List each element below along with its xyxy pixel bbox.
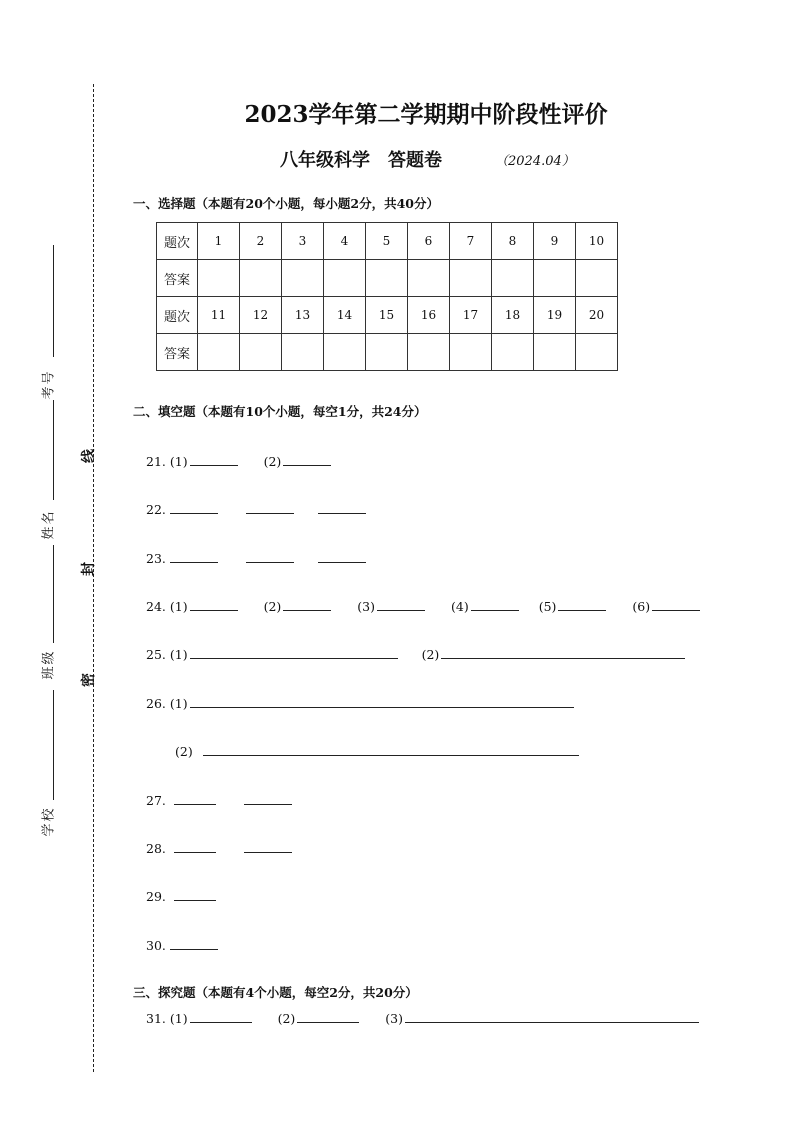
row-label-answer: 答案	[157, 260, 198, 297]
question-number: 19	[534, 297, 576, 334]
part-label: (1)	[169, 454, 188, 469]
school-rule	[53, 690, 54, 800]
question-number: 7	[450, 223, 492, 260]
answer-blank[interactable]	[190, 645, 398, 659]
question-number: 1	[198, 223, 240, 260]
answer-blank[interactable]	[190, 452, 238, 466]
question-number: 11	[198, 297, 240, 334]
answer-blank[interactable]	[471, 597, 519, 611]
table-row	[157, 297, 618, 334]
answer-blank[interactable]	[246, 549, 294, 563]
answer-cell[interactable]	[576, 260, 618, 297]
part-label: (6)	[632, 599, 651, 614]
part-label: (3)	[357, 599, 375, 614]
section1-heading: 一、选择题（本题有20个小题，每小题2分，共40分）	[133, 196, 439, 211]
answer-blank[interactable]	[283, 597, 331, 611]
part-label: (2)	[175, 744, 193, 759]
question-31	[146, 1009, 699, 1026]
answer-blank[interactable]	[170, 549, 218, 563]
question-25	[146, 645, 685, 662]
question-number: 16	[408, 297, 450, 334]
table-row	[157, 223, 618, 260]
answer-blank[interactable]	[203, 742, 579, 756]
answer-cell[interactable]	[324, 334, 366, 371]
row-label-question: 题次	[157, 297, 198, 334]
question-number: 12	[240, 297, 282, 334]
seal-char-line: 线	[81, 449, 97, 463]
answer-blank[interactable]	[283, 452, 331, 466]
table-row	[157, 260, 618, 297]
part-label: (1)	[169, 1011, 188, 1026]
answer-blank[interactable]	[190, 597, 238, 611]
question-30	[146, 936, 218, 953]
answer-blank[interactable]	[174, 887, 216, 901]
part-label: (5)	[538, 599, 557, 614]
answer-blank[interactable]	[170, 500, 218, 514]
question-number: 2	[240, 223, 282, 260]
question-number: 25.	[146, 647, 166, 662]
question-number: 21.	[146, 454, 166, 469]
question-number: 23.	[146, 551, 166, 566]
answer-cell[interactable]	[534, 260, 576, 297]
question-24	[146, 597, 700, 614]
school-label: 学校	[41, 806, 57, 837]
answer-cell[interactable]	[450, 334, 492, 371]
answer-blank[interactable]	[244, 791, 292, 805]
answer-blank[interactable]	[318, 549, 366, 563]
table-row	[157, 334, 618, 371]
question-number: 8	[492, 223, 534, 260]
question-number: 28.	[146, 841, 166, 856]
answer-blank[interactable]	[318, 500, 366, 514]
answer-blank[interactable]	[405, 1009, 699, 1023]
answer-blank[interactable]	[297, 1009, 359, 1023]
class-rule	[53, 545, 54, 643]
question-22	[146, 500, 366, 517]
answer-cell[interactable]	[492, 260, 534, 297]
answer-cell[interactable]	[534, 334, 576, 371]
row-label-question: 题次	[157, 223, 198, 260]
answer-cell[interactable]	[198, 334, 240, 371]
question-number: 6	[408, 223, 450, 260]
section3-heading: 三、探究题（本题有4个小题，每空2分，共20分）	[133, 985, 418, 1000]
question-21	[146, 452, 331, 469]
part-label: (2)	[263, 599, 282, 614]
page-title: 2023学年第二学期期中阶段性评价	[244, 101, 608, 128]
answer-blank[interactable]	[174, 839, 216, 853]
part-label: (2)	[277, 1011, 296, 1026]
question-number: 31.	[146, 1011, 166, 1026]
answer-cell[interactable]	[282, 260, 324, 297]
answer-blank[interactable]	[441, 645, 685, 659]
name-rule	[53, 400, 54, 500]
answer-blank[interactable]	[174, 791, 216, 805]
question-number: 29.	[146, 889, 166, 904]
seal-char-secret: 密	[81, 673, 97, 687]
part-label: (1)	[169, 599, 188, 614]
question-number: 17	[450, 297, 492, 334]
question-number: 22.	[146, 502, 166, 517]
answer-cell[interactable]	[240, 260, 282, 297]
question-number: 13	[282, 297, 324, 334]
question-number: 26.	[146, 696, 166, 711]
answer-cell[interactable]	[366, 334, 408, 371]
answer-blank[interactable]	[246, 500, 294, 514]
answer-cell[interactable]	[366, 260, 408, 297]
answer-cell[interactable]	[282, 334, 324, 371]
answer-blank[interactable]	[170, 936, 218, 950]
answer-blank[interactable]	[244, 839, 292, 853]
part-label: (2)	[263, 454, 282, 469]
answer-blank[interactable]	[190, 694, 574, 708]
question-number: 14	[324, 297, 366, 334]
part-label: (3)	[385, 1011, 403, 1026]
exam-date: （2024.04）	[495, 154, 575, 169]
answer-cell[interactable]	[198, 260, 240, 297]
answer-cell[interactable]	[450, 260, 492, 297]
exam-number-label: 考号	[41, 369, 57, 400]
answer-blank[interactable]	[652, 597, 700, 611]
answer-cell[interactable]	[240, 334, 282, 371]
exam-number-rule	[53, 245, 54, 357]
section2-heading: 二、填空题（本题有10个小题，每空1分，共24分）	[133, 404, 427, 419]
question-number: 5	[366, 223, 408, 260]
answer-blank[interactable]	[377, 597, 425, 611]
question-27	[146, 791, 292, 808]
binding-dashed-line	[93, 84, 94, 1072]
question-number: 18	[492, 297, 534, 334]
answer-blank[interactable]	[190, 1009, 252, 1023]
question-number: 27.	[146, 793, 166, 808]
question-number: 10	[576, 223, 618, 260]
question-26-part1	[146, 694, 574, 711]
answer-cell[interactable]	[408, 334, 450, 371]
question-29	[146, 887, 216, 904]
question-number: 9	[534, 223, 576, 260]
answer-cell[interactable]	[408, 260, 450, 297]
name-label: 姓名	[41, 509, 57, 540]
row-label-answer: 答案	[157, 334, 198, 371]
question-28	[146, 839, 292, 856]
seal-char-seal: 封	[81, 562, 97, 576]
part-label: (2)	[421, 647, 440, 662]
question-23	[146, 549, 366, 566]
question-number: 24.	[146, 599, 166, 614]
part-label: (1)	[169, 696, 188, 711]
question-number: 3	[282, 223, 324, 260]
answer-blank[interactable]	[558, 597, 606, 611]
answer-cell[interactable]	[324, 260, 366, 297]
question-number: 15	[366, 297, 408, 334]
answer-cell[interactable]	[492, 334, 534, 371]
answer-table	[156, 222, 618, 371]
question-number: 30.	[146, 938, 166, 953]
class-label: 班级	[41, 649, 57, 680]
part-label: (1)	[169, 647, 188, 662]
answer-cell[interactable]	[576, 334, 618, 371]
question-26-part2	[175, 742, 579, 759]
question-number: 20	[576, 297, 618, 334]
page-subtitle: 八年级科学 答题卷	[280, 150, 442, 171]
part-label: (4)	[450, 599, 469, 614]
question-number: 4	[324, 223, 366, 260]
